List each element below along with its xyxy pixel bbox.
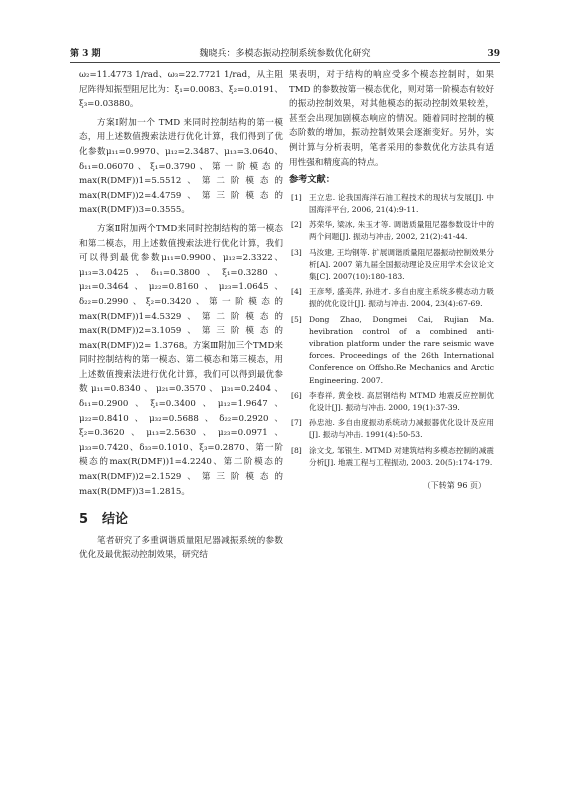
paragraph-scheme-2-3: 方案Ⅱ附加两个TMD来同时控制结构的第一模态和第二模态，用上述数值搜索法进行优化计算，我们可以得到最优参数μ₁₁=0.9900、μ₁₂=2.3322、μ₁₃=3.0425、δ₁₁=0.3800、ξ̄₁=0.3280、μ₂₁=0.3464、μ₂₂=0.8160、μ₂₃=1.0645、δ₂₂=0.2990、ξ̄₂=0.3420、第一阶模态的max(R(DMF))1=4.5329、第二阶模态的max(R(DMF))2=3.1059、第三阶模态的max(R(DMF))2= 1.3768。方案Ⅲ附加三个TMD来同时控制结构的第一模态、第二模态和第三模态，用上述数值搜索法进行优化计算，我们可以得到最优参数μ₁₁=0.8340、μ₂₁=0.3570、μ₃₁=0.2404、δ₁₁=0.2900、ξ̄₁=0.3400、μ₁₂=1.9647、μ₂₂=0.8410、μ₃₂=0.5688、δ₂₂=0.2920、ξ̄₂=0.3620、μ₁₃=2.5630、μ₂₃=0.0971、μ₃₃=0.7420、δ₃₃=0.1010、ξ̄₃=0.2870、第一阶模态的max(R(DMF))1=4.2240、第二阶模态的max(R(DMF))2=2.1529、第三阶模态的max(R(DMF))3=1.2815。 (79, 223, 283, 497)
right-column (289, 68, 494, 494)
reference-number: [8] (291, 445, 302, 455)
references-title: 参考文献： (289, 174, 335, 186)
reference-item (289, 286, 494, 310)
reference-text: Dong Zhao, Dongmei Cai, Rujian Ma. hevibration control of a combined anti-vibration platform under the rare seismic wave forces. Proceedings of the 26th International Conference on Offsho.Re Mechanics and Arctic Engineering. 2007. (309, 314, 494, 385)
section-title: 结论 (102, 512, 129, 528)
reference-text: 涂文戈, 邹银生. MTMD 对建筑结构多模态控制的减震分析[J]. 地震工程与工程振动, 2003. 20(5):174-179. (309, 445, 494, 467)
reference-number: [6] (291, 390, 302, 400)
running-header (70, 46, 500, 63)
reference-item (289, 219, 494, 243)
reference-text: 马汝建, 王均钢等. 扩展调谐质量阻尼器振动控制效果分析[A]. 2007 第九届全国振动理论及应用学术会议论文集[C]. 2007(10):180-183. (309, 247, 494, 281)
reference-item (289, 390, 494, 414)
page-number: 39 (487, 49, 500, 59)
reference-number: [4] (291, 287, 302, 297)
reference-text: 苏荣华, 梁冰, 朱玉才等. 调谐质量阻尼器参数设计中的两个问题[J]. 振动与冲击, 2002, 21(2):41-44. (309, 220, 494, 242)
reference-number: [7] (291, 418, 302, 428)
running-title: 魏晓兵：多模态振动控制系统参数优化研究 (199, 49, 371, 59)
reference-list (289, 192, 494, 469)
reference-item (289, 445, 494, 469)
section-number: 5 (79, 512, 89, 528)
reference-item (289, 417, 494, 441)
paragraph-damping-ratios: ω₂=11.4773 1/rad、ω₃=22.7721 1/rad，从主阻尼阵得知振型阻尼比为：ξ̄₁=0.0083、ξ̄₂=0.0191、ξ̄₃=0.03880。 (79, 70, 283, 110)
reference-number: [3] (291, 247, 302, 257)
reference-text: 李春祥, 黄金枝. 高层钢结构 MTMD 地震反应控制优化设计[J]. 振动与冲击. 2000, 19(1):37-39. (309, 390, 494, 412)
continued-note: （下转第 96 页） (422, 481, 486, 491)
reference-text: 孙忠池. 多自由度振动系统动力减振器优化设计及应用[J]. 振动与冲击. 1991(4):50-53. (309, 418, 494, 440)
reference-item (289, 247, 494, 284)
paragraph-conclusion-start: 笔者研究了多重调谐质量阻尼器减振系统的参数优化及最优振动控制效果，研究结 (79, 535, 283, 561)
reference-text: 王立忠. 论我国海洋石油工程技术的现状与发展[J]. 中国海洋平台, 2006, 21(4):9-11. (309, 192, 494, 214)
paragraph-scheme-1: 方案Ⅰ附加一个 TMD 来同时控制结构的第一模态，用上述数值搜索法进行优化计算，我们得到了优化参数μ₁₁=0.9970、μ₁₂=2.3487、μ₁₃=3.0640、δ₁₁=0.06070、ξ̄₁=0.3790、第一阶模态的max(R(DMF))1=5.5512、第二阶模态的max(R(DMF))2=4.4759、第三阶模态的max(R(DMF))3=0.3555。 (79, 117, 283, 216)
reference-number: [2] (291, 220, 302, 230)
reference-item (289, 314, 494, 387)
reference-item (289, 192, 494, 216)
left-column (79, 68, 283, 563)
reference-number: [1] (291, 192, 302, 202)
reference-text: 王彦琴, 盛美萍, 孙进才. 多自由度主系统多模态动力吸振的优化设计[J]. 振动与冲击. 2004, 23(4):67-69. (309, 287, 494, 309)
issue-number: 第 3 期 (70, 49, 101, 59)
paragraph-conclusion-cont: 果表明，对于结构的响应受多个模态控制时，如果 TMD 的参数按第一模态优化，则对第一阶模态有较好的振动控制效果，对其他模态的振动控制效果较差，甚至会出现加剧模态响应的情况。随着同时控制的模态阶数的增加，振动控制效果会逐渐变好。另外，实例计算与分析表明，笔者采用的参数优化方法具有适用性强和精度高的特点。 (289, 70, 494, 168)
section-heading-conclusion (79, 513, 283, 528)
reference-number: [5] (291, 314, 302, 324)
